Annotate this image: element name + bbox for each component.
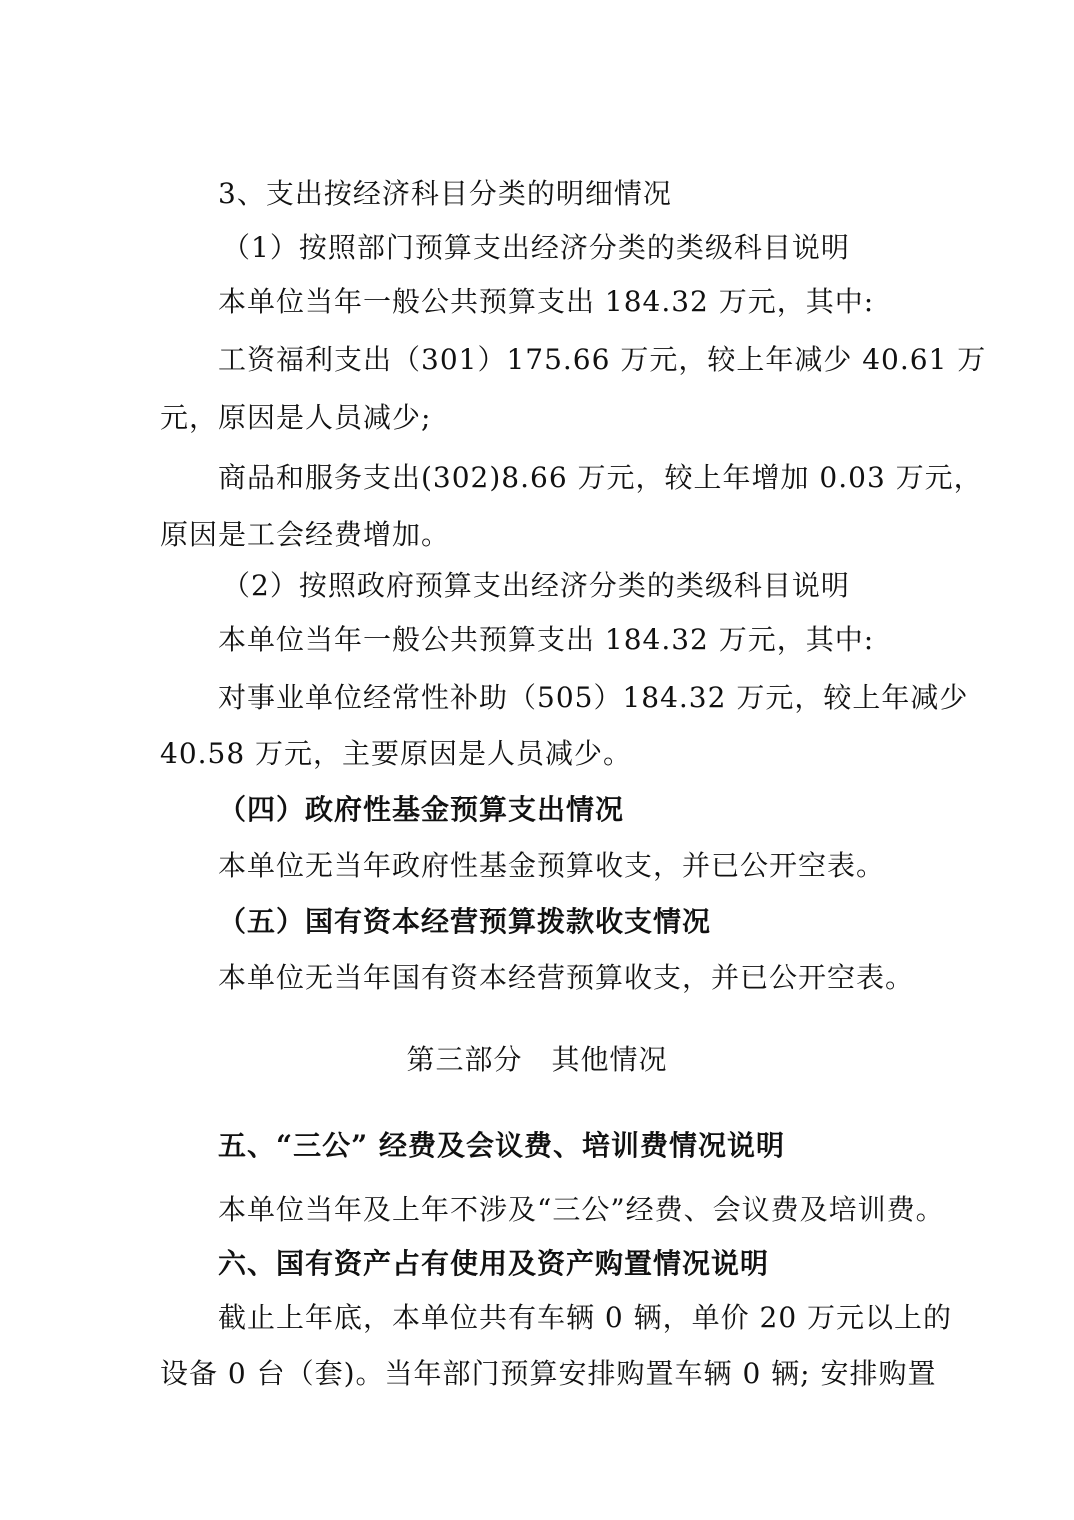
part-three-title: 第三部分 其他情况 <box>406 1043 668 1076</box>
paragraph-line: 本单位当年一般公共预算支出 184.32 万元，其中: <box>218 285 875 318</box>
paragraph-line: 商品和服务支出(302)8.66 万元，较上年增加 0.03 万元， <box>218 461 983 494</box>
paragraph-line: 工资福利支出（301）175.66 万元，较上年减少 40.61 万 <box>218 343 987 376</box>
paragraph-line: 本单位当年一般公共预算支出 184.32 万元，其中: <box>218 623 875 656</box>
paragraph-line: 截止上年底，本单位共有车辆 0 辆，单价 20 万元以上的 <box>218 1301 953 1334</box>
paragraph-line: 原因是工会经费增加。 <box>160 518 451 551</box>
section-5-heading: （五）国有资本经营预算拨款收支情况 <box>218 905 712 938</box>
paragraph-line: 40.58 万元，主要原因是人员减少。 <box>160 737 633 770</box>
subsection-1-heading: （1）按照部门预算支出经济分类的类级科目说明 <box>222 231 850 264</box>
section-3-heading: 3、支出按经济科目分类的明细情况 <box>218 177 672 210</box>
paragraph-line: 本单位当年及上年不涉及“三公”经费、会议费及培训费。 <box>218 1193 945 1226</box>
paragraph-line: 元，原因是人员减少; <box>160 401 432 434</box>
paragraph-line: 对事业单位经常性补助（505）184.32 万元，较上年减少 <box>218 681 969 714</box>
paragraph-line: 本单位无当年政府性基金预算收支，并已公开空表。 <box>218 849 886 882</box>
section-five-heading: 五、“三公” 经费及会议费、培训费情况说明 <box>218 1129 785 1162</box>
paragraph-line: 设备 0 台（套)。当年部门预算安排购置车辆 0 辆; 安排购置 <box>160 1357 937 1390</box>
subsection-2-heading: （2）按照政府预算支出经济分类的类级科目说明 <box>222 569 850 602</box>
section-six-heading: 六、国有资产占有使用及资产购置情况说明 <box>218 1247 770 1280</box>
section-4-heading: （四）政府性基金预算支出情况 <box>218 793 625 826</box>
paragraph-line: 本单位无当年国有资本经营预算收支，并已公开空表。 <box>218 961 915 994</box>
